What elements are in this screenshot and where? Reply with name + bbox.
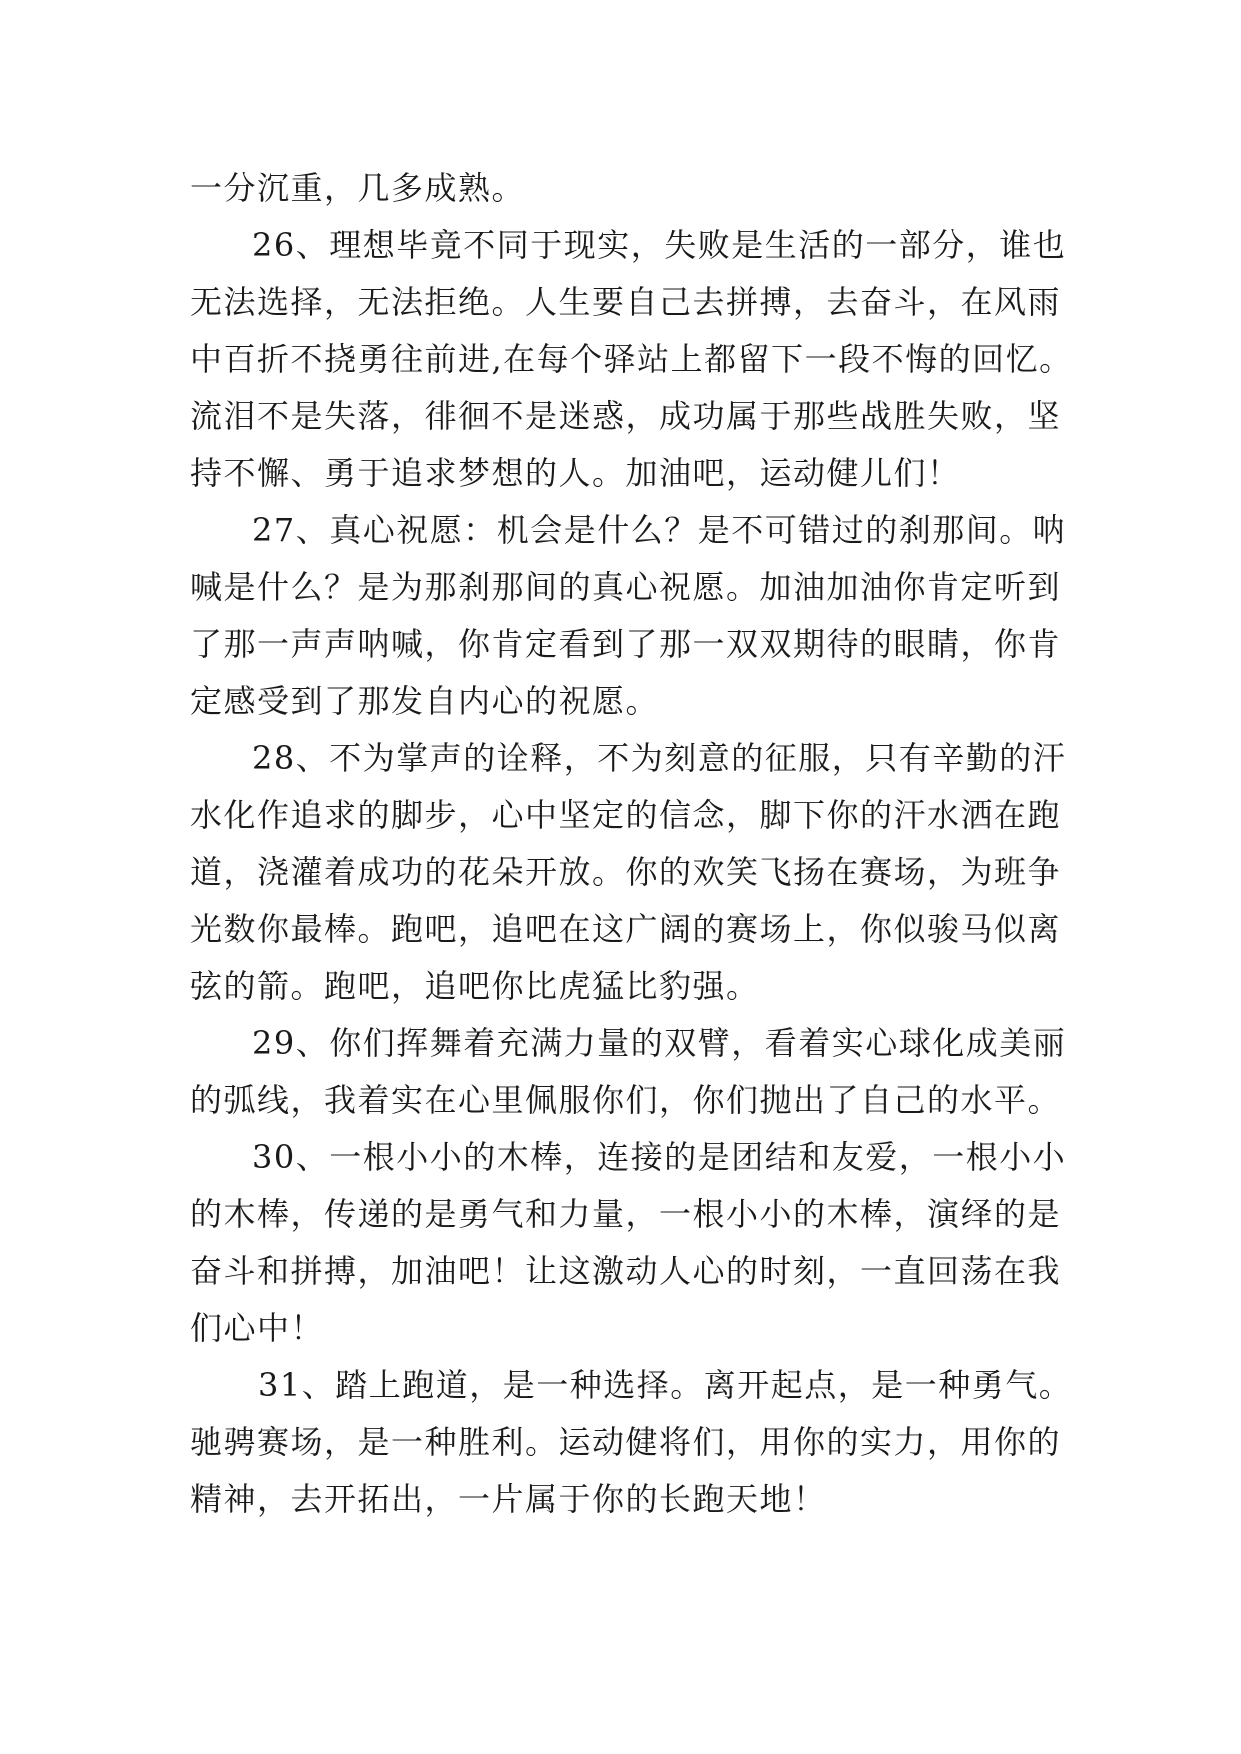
text-line: 的弧线，我着实在心里佩服你们，你们抛出了自己的水平。 (190, 1081, 1062, 1119)
text-line: 流泪不是失落，徘徊不是迷惑，成功属于那些战胜失败，坚 (190, 397, 1062, 435)
paragraph-28-first-line: 28、不为掌声的诠释，不为刻意的征服，只有辛勤的汗 (252, 739, 1067, 777)
text-line: 道，浇灌着成功的花朵开放。你的欢笑飞扬在赛场，为班争 (190, 853, 1062, 891)
text-line: 了那一声声呐喊，你肯定看到了那一双双期待的眼睛，你肯 (190, 625, 1062, 663)
document-body (190, 160, 1073, 1528)
text-line: 定感受到了那发自内心的祝愿。 (190, 682, 660, 720)
text-line: 持不懈、勇于追求梦想的人。加油吧，运动健儿们！ (190, 454, 961, 492)
paragraph-29-first-line: 29、你们挥舞着充满力量的双臂，看着实心球化成美丽 (252, 1024, 1067, 1062)
text-line: 弦的箭。跑吧，追吧你比虎猛比豹强。 (190, 967, 760, 1005)
text-line: 们心中！ (190, 1309, 325, 1347)
text-line: 光数你最棒。跑吧，追吧在这广阔的赛场上，你似骏马似离 (190, 910, 1062, 948)
text-line: 奋斗和拼搏，加油吧！让这激动人心的时刻，一直回荡在我 (190, 1252, 1062, 1290)
text-line: 无法选择，无法拒绝。人生要自己去拼搏，去奋斗，在风雨 (190, 283, 1062, 321)
text-line: 喊是什么？是为那刹那间的真心祝愿。加油加油你肯定听到 (190, 568, 1062, 606)
paragraph-27-first-line: 27、真心祝愿：机会是什么？是不可错过的刹那间。呐 (252, 511, 1067, 549)
text-line: 一分沉重，几多成熟。 (190, 169, 526, 207)
text-line: 水化作追求的脚步，心中坚定的信念，脚下你的汗水洒在跑 (190, 796, 1062, 834)
paragraph-30-first-line: 30、一根小小的木棒，连接的是团结和友爱，一根小小 (252, 1138, 1067, 1176)
paragraph-31-first-line: 31、踏上跑道，是一种选择。离开起点，是一种勇气。 (258, 1366, 1073, 1404)
text-line: 精神，去开拓出，一片属于你的长跑天地！ (190, 1480, 827, 1518)
text-line: 的木棒，传递的是勇气和力量，一根小小的木棒，演绎的是 (190, 1195, 1062, 1233)
text-line: 驰骋赛场，是一种胜利。运动健将们，用你的实力，用你的 (190, 1423, 1062, 1461)
text-line: 中百折不挠勇往前进,在每个驿站上都留下一段不悔的回忆。 (190, 340, 1073, 378)
paragraph-26-first-line: 26、理想毕竟不同于现实，失败是生活的一部分，谁也 (252, 226, 1067, 264)
